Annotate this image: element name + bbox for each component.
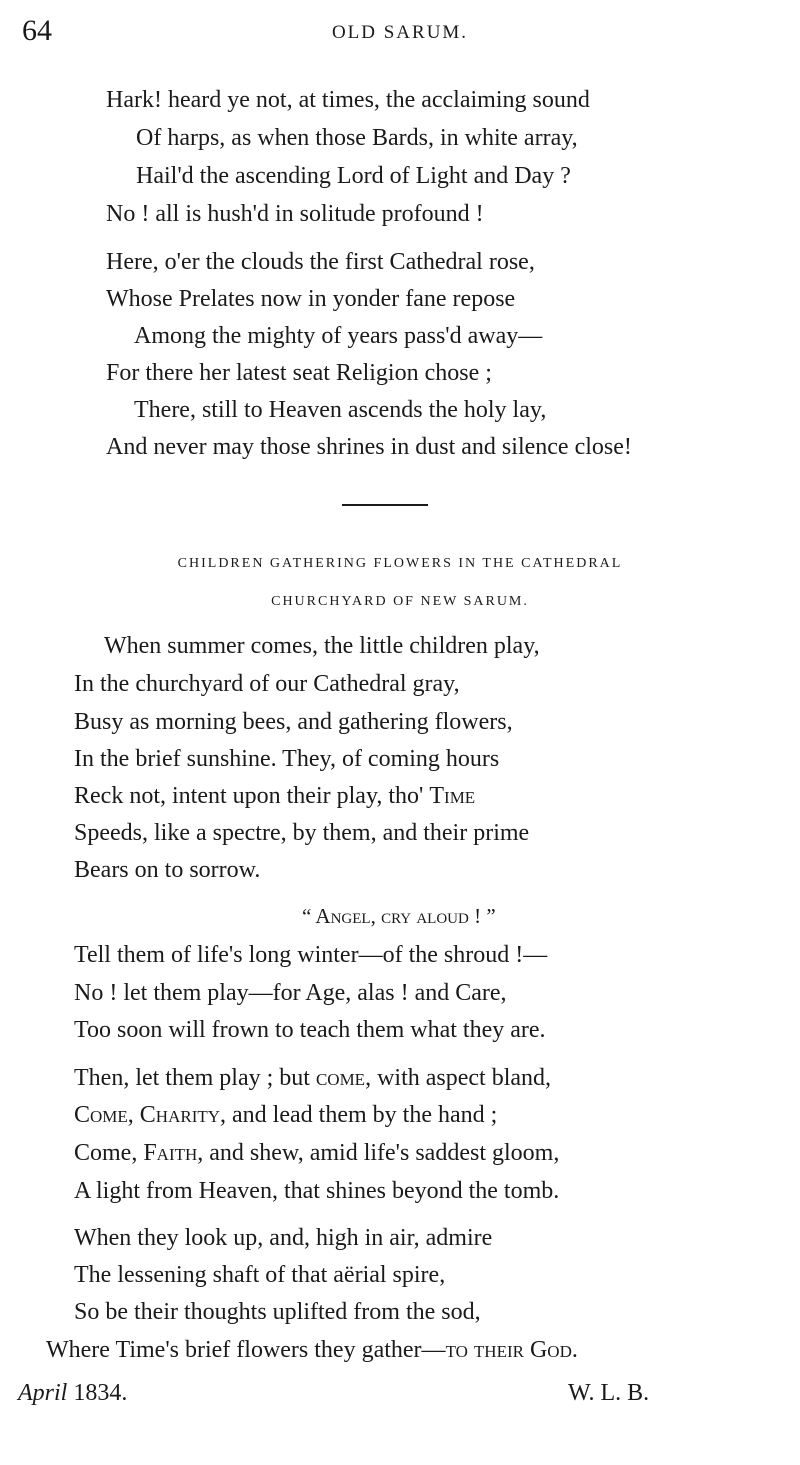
poem-line [74,1101,497,1129]
poem-line: Too soon will frown to teach them what they are. [74,1017,546,1043]
poem-line: No ! all is hush'd in solitude profound ! [106,201,484,227]
poem-line: The lessening shaft of that aërial spire, [74,1262,446,1288]
poem-line [74,1139,559,1167]
poem-title-line-1: CHILDREN GATHERING FLOWERS IN THE CATHEDRAL [177,556,623,571]
poem-line: In the brief sunshine. They, of coming hours [74,746,500,772]
poem-text: , and shew, amid life's saddest gloom, [197,1140,560,1166]
poem-text: Then, let them play ; but [74,1065,316,1091]
poem-line: Among the mighty of years pass'd away— [134,323,543,349]
poem-text: Where Time's brief flowers they gather— [46,1337,446,1363]
poem-line [74,1064,551,1092]
poem-line [46,1336,578,1364]
poem-line: Busy as morning bees, and gathering flowers, [74,709,513,735]
date-year: 1834. [67,1380,128,1406]
poem-line: A light from Heaven, that shines beyond the tomb. [74,1178,560,1204]
poem-date [18,1380,127,1407]
poem-line: Tell them of life's long winter—of the shroud !— [74,942,548,968]
poem-line: Hark! heard ye not, at times, the acclaiming sound [106,87,590,113]
poem-line: When they look up, and, high in air, admire [74,1225,493,1251]
poem-text-small-caps: Time [429,783,476,809]
poem-line: Here, o'er the clouds the first Cathedral rose, [106,249,535,275]
poem-line: Hail'd the ascending Lord of Light and Day ? [136,163,571,189]
poem-text-small-caps: Faith [143,1140,198,1166]
poem-text: Reck not, intent upon their play, tho' [74,783,430,809]
poem-text-small-caps: come [315,1065,366,1091]
poem-line: No ! let them play—for Age, alas ! and Care, [74,980,507,1006]
poem-text-small-caps: God. [529,1337,578,1363]
poem-line: Whose Prelates now in yonder fane repose [106,286,516,312]
poem-text-small-caps: Come [74,1102,128,1128]
poem-line: And never may those shrines in dust and silence close! [106,434,632,460]
poem-line: In the churchyard of our Cathedral gray, [74,671,460,697]
poem-text-small-caps: Charity [139,1102,221,1128]
poem-line: Speeds, like a spectre, by them, and their prime [74,820,530,846]
poem-line: For there her latest seat Religion chose ; [106,360,492,386]
poem-text: , with aspect bland, [365,1065,552,1091]
poem-line: When summer comes, the little children play, [104,633,540,659]
poem-text: Come, [74,1140,144,1166]
poem-title-line-2: CHURCHYARD OF NEW SARUM. [271,594,529,609]
quotation: “ Angel, cry aloud ! ” [302,904,496,928]
poem-text: , [127,1102,140,1128]
author-initials: W. L. B. [568,1380,650,1406]
poem-text: , and lead them by the hand ; [220,1102,498,1128]
poem-line: There, still to Heaven ascends the holy lay, [134,397,547,423]
section-divider [342,504,428,506]
running-title: OLD SARUM. [331,22,469,43]
page-number: 64 [22,14,52,47]
poem-text-small-caps: to their [445,1337,524,1363]
poem-line: So be their thoughts uplifted from the sod, [74,1299,481,1325]
date-month: April [18,1380,68,1406]
poem-line [74,782,475,810]
poem-line: Of harps, as when those Bards, in white array, [136,125,578,151]
poem-line: Bears on to sorrow. [74,857,261,883]
